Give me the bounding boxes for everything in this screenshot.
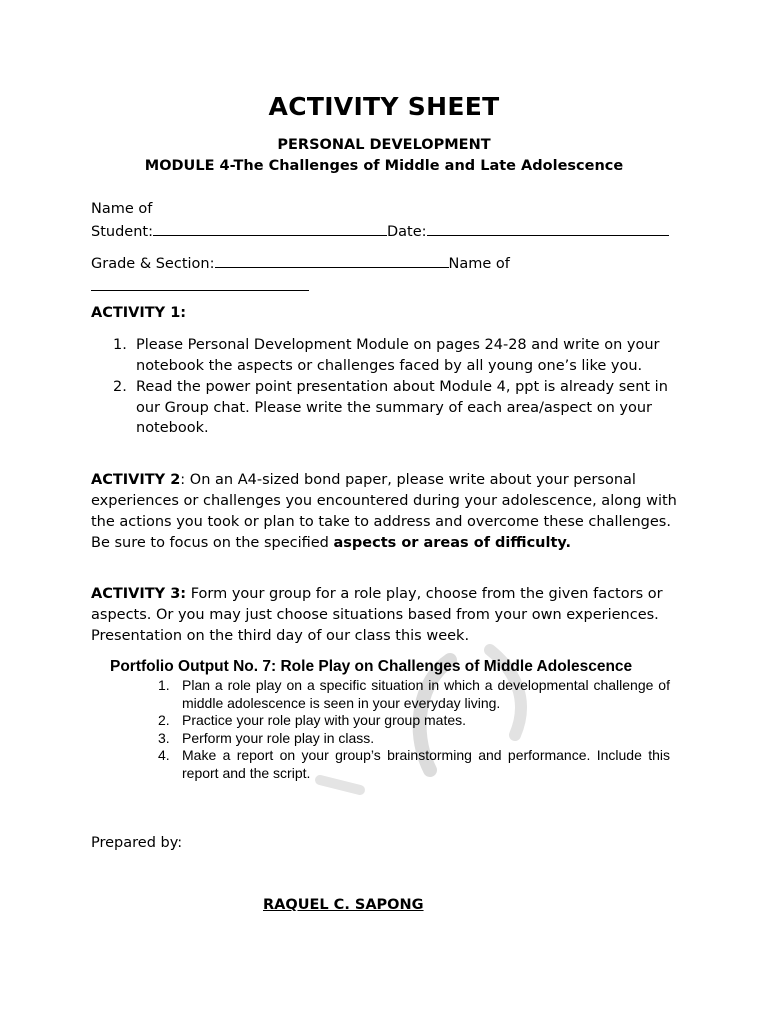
portfolio-list bbox=[110, 677, 670, 782]
name-of-blank[interactable] bbox=[91, 275, 309, 291]
activity3-paragraph bbox=[91, 584, 681, 647]
student-label: Student: bbox=[91, 224, 153, 240]
activity1-list bbox=[91, 335, 681, 440]
list-item: 2. Read the power point presentation about Module 4, ppt is already sent in our Group chat. Please write the summary of each area/aspect on your notebook. bbox=[113, 379, 668, 436]
activity2-emphasis: aspects or areas of difficulty. bbox=[333, 535, 572, 551]
list-item: 2. Practice your role play with your group mates. bbox=[158, 712, 467, 728]
portfolio-title: Portfolio Output No. 7: Role Play on Challenges of Middle Adolescence bbox=[110, 658, 633, 675]
name-of-row bbox=[91, 275, 681, 298]
module-heading: MODULE 4-The Challenges of Middle and Late Adolescence bbox=[144, 158, 624, 174]
activity3-heading: ACTIVITY 3: bbox=[91, 586, 187, 602]
signer-name: RAQUEL C. SAPONG bbox=[263, 897, 424, 913]
grade-section-label: Grade & Section: bbox=[91, 256, 215, 272]
activity2-heading: ACTIVITY 2 bbox=[91, 472, 181, 488]
activity2-paragraph bbox=[91, 470, 681, 554]
activity2-text: : On an A4-sized bond paper, please write about your personal experiences or challenges you encountered during your adolescence, along with the actions you took or plan to take to address and overcome these challenges. Be sure to focus on the specified bbox=[91, 472, 677, 551]
activity1-heading: ACTIVITY 1: bbox=[91, 305, 187, 321]
name-date-row bbox=[91, 220, 681, 243]
prepared-by-label: Prepared by: bbox=[91, 835, 183, 851]
student-info-block bbox=[91, 199, 681, 243]
student-name-blank[interactable] bbox=[153, 220, 387, 236]
grade-section-blank[interactable] bbox=[215, 252, 449, 268]
grade-section-block bbox=[91, 252, 681, 298]
list-item: 4. Make a report on your group’s brainstorming and performance. Include this report and the script. bbox=[158, 747, 670, 781]
grade-row bbox=[91, 252, 681, 275]
activity3-text: Form your group for a role play, choose from the given factors or aspects. Or you may just choose situations based from your own experiences. Presentation on the third day of our class this week. bbox=[91, 586, 663, 644]
portfolio-section bbox=[110, 657, 670, 782]
name-label-line1: Name of bbox=[91, 201, 153, 217]
list-item: 1. Please Personal Development Module on pages 24-28 and write on your notebook the aspects or challenges faced by all young one’s like you. bbox=[113, 337, 660, 374]
name-of-label: Name of bbox=[448, 256, 510, 272]
subject-heading: PERSONAL DEVELOPMENT bbox=[277, 137, 491, 153]
date-label: Date: bbox=[386, 224, 427, 240]
list-item: 3. Perform your role play in class. bbox=[158, 729, 375, 746]
list-item: 1. Plan a role play on a specific situation in which a developmental challenge of middle adolescence is seen in your everyday living. bbox=[158, 677, 670, 711]
page-title: ACTIVITY SHEET bbox=[268, 92, 500, 121]
date-blank[interactable] bbox=[427, 220, 669, 236]
